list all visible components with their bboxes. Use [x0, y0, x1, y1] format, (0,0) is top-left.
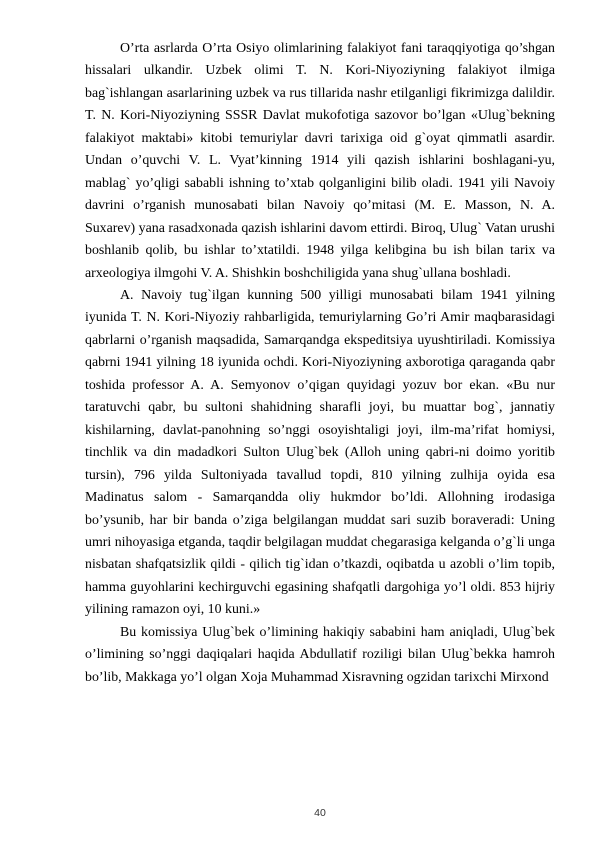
paragraph-astronomy-history: O’rta asrlarda O’rta Osiyo olimlarining falakiyot fani taraqqiyotiga qo’shgan hissalari ulkandir. Uzbek olimi T. N. Kori-Niyoziyning falakiyot ilmiga bag`ishlangan asarlarining uzbek va rus tillarida nashr etilganligi fikrimizga dalildir. T. N. Kori-Niyoziyning SSSR Davlat mukofotiga sazovor bo’lgan «Ulug`bekning falakiyot maktabi» kitobi temuriylar davri tarixiga oid g`oyat qimmatli asardir. Undan o’quvchi V. L. Vyat’kinning 1914 yili qazish ishlarini boshlagani-yu, mablag` yo’qligi sababli ishning to’xtab qolganligini bilib oladi. 1941 yili Navoiy davrini o’rganish munosabati bilan Navoiy qo’mitasi (M. E. Masson, N. A. Suxarev) yana rasadxonada qazish ishlarini davom ettirdi. Biroq, Ulug` Vatan urushi boshlanib qolib, bu ishlar to’xtatildi. 1948 yilga kelibgina bu ish bilan tarix va arxeologiya ilmgohi V. A. Shishkin boshchiligida yana shug`ullana boshladi.	[85, 41, 555, 281]
page-number: 40	[314, 807, 326, 819]
paragraph-expedition-1941: A. Navoiy tug`ilgan kunning 500 yilligi munosabati bilam 1941 yilning iyunida T. N. Kori-Niyoziy rahbarligida, temuriylarning Go’ri Amir maqbarasidagi qabrlarni o’rganish maqsadida, Samarqandga ekspeditsiya uyushtiriladi. Komissiya qabrni 1941 yilning 18 iyunida ochdi. Kori-Niyoziyning axborotiga qaraganda qabr toshida professor A. A. Semyonov o’qigan quyidagi yozuv bor ekan. «Bu nur taratuvchi qabr, bu sultoni shahidning sharafli joyi, bu muattar bog`, jannatiy kishilarning, davlat-panohning so’nggi osoyishtaligi joyi, ilm-ma’rifat homiysi, tinchlik va din madadkori Sulton Ulug`bek (Alloh uning qabri-ni doimo yoritib tursin), 796 yilda Sultoniyada tavallud topdi, 810 yilning zulhija oyida esa Madinatus salom - Samarqandda oliy hukmdor bo’ldi. Allohning irodasiga bo’ysunib, har bir banda o’ziga belgilangan muddat sari suzib boraveradi: Uning umri nihoyasiga etganda, taqdir belgilagan muddat chegarasiga kelganda o’g`li unga nisbatan shafqatsizlik qildi - qilich tig`idan o’tkazdi, oqibatda u azobli o’lim topib, hamma guyohlarini kechirguvchi egasining shafqatli dargohiga yo’l oldi. 853 hijriy yilining ramazon oyi, 10 kuni.»	[85, 287, 555, 618]
body-text	[85, 38, 555, 689]
paragraph-commission-findings: Bu komissiya Ulug`bek o’limining hakiqiy sababini ham aniqladi, Ulug`bek o’limining so’nggi daqiqalari haqida Abdullatif roziligi bilan Ulug`bekka hamroh bo’lib, Makkaga yo’l olgan Xoja Muhammad Xisravning ogzidan tarixchi Mirxond	[85, 624, 555, 685]
